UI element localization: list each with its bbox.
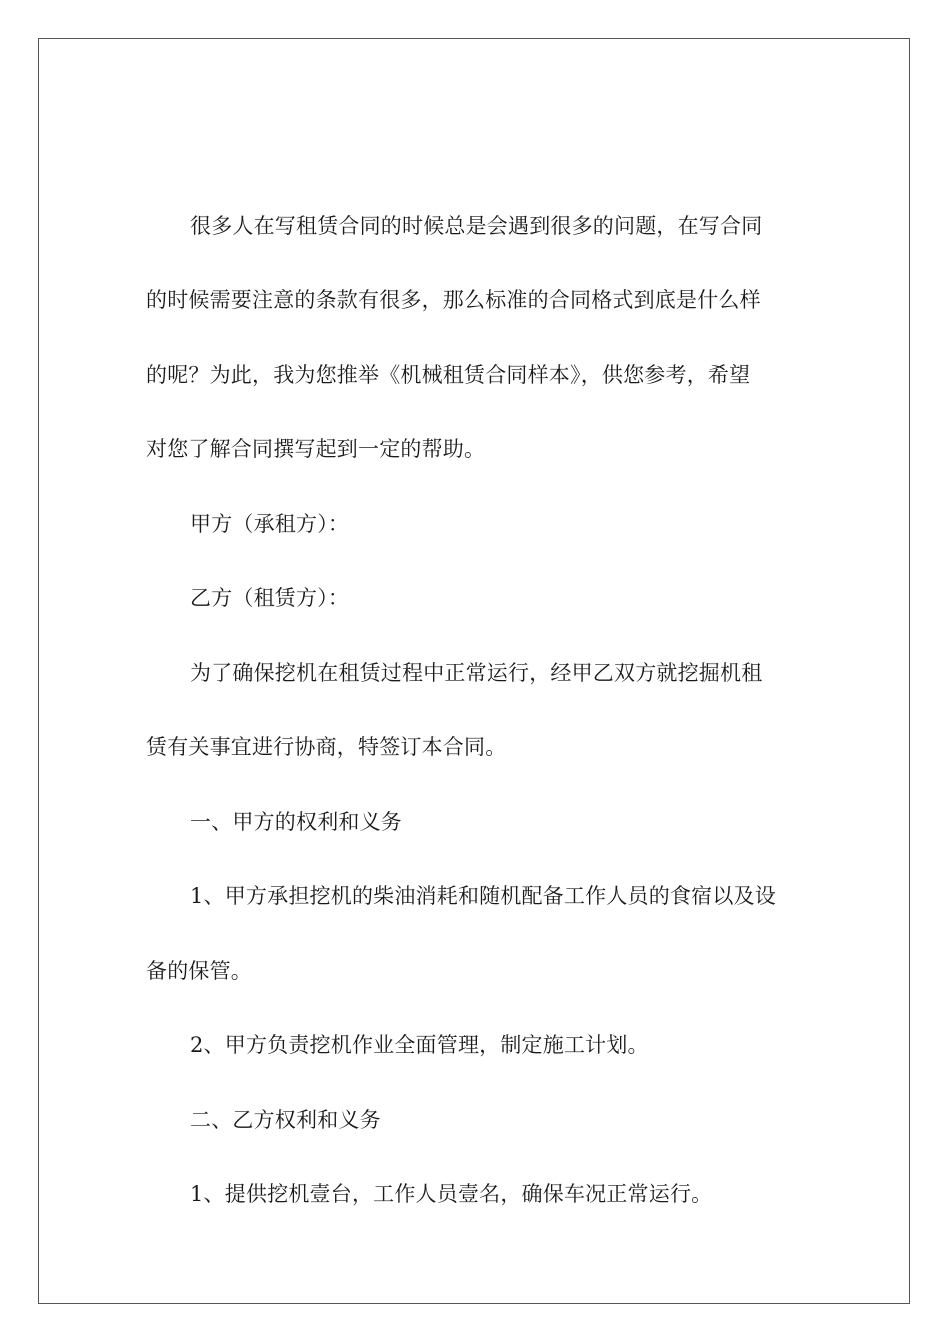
party-b-label: 乙方（租赁方）： <box>190 586 350 610</box>
intro-paragraph-line-4: 对您了解合同撰写起到一定的帮助。 <box>146 437 486 461</box>
intro-paragraph-line-2: 的时候需要注意的条款有很多，那么标准的合同格式到底是什么样 <box>146 288 761 312</box>
clause-a1-line-1: 1、甲方承担挖机的柴油消耗和随机配备工作人员的食宿以及设 <box>190 884 776 908</box>
purpose-paragraph-line-2: 赁有关事宜进行协商，特签订本合同。 <box>146 735 507 759</box>
section-heading-party-a: 一、甲方的权利和义务 <box>190 810 402 834</box>
clause-a2: 2、甲方负责挖机作业全面管理，制定施工计划。 <box>190 1033 649 1057</box>
clause-b1: 1、提供挖机壹台，工作人员壹名，确保车况正常运行。 <box>190 1182 713 1206</box>
party-a-label: 甲方（承租方）： <box>190 512 350 536</box>
intro-paragraph-line-1: 很多人在写租赁合同的时候总是会遇到很多的问题，在写合同 <box>190 214 763 238</box>
clause-a1-line-2: 备的保管。 <box>146 959 252 983</box>
purpose-paragraph-line-1: 为了确保挖机在租赁过程中正常运行，经甲乙双方就挖掘机租 <box>190 661 763 685</box>
section-heading-party-b: 二、乙方权利和义务 <box>190 1108 381 1132</box>
intro-paragraph-line-3: 的呢？为此，我为您推举《机械租赁合同样本》，供您参考，希望 <box>146 363 751 387</box>
